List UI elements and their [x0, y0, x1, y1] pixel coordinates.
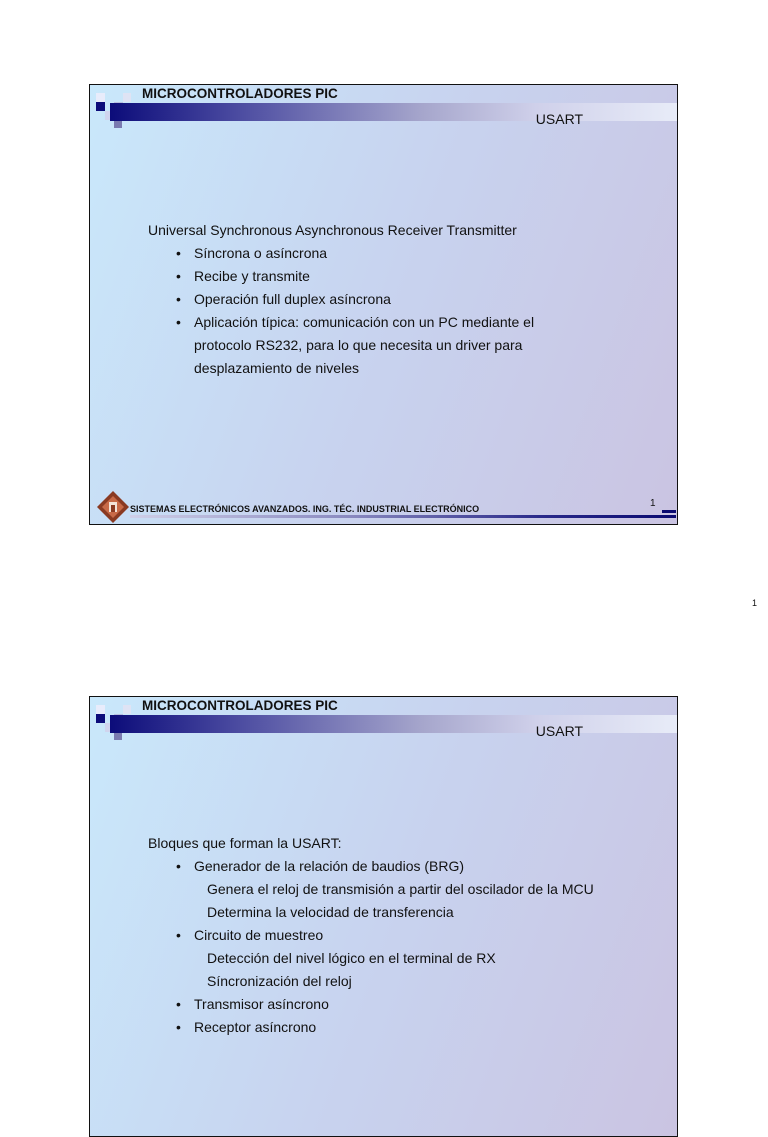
list-item: • Síncrona o asíncrona: [176, 245, 328, 261]
sub-item: Síncronización del reloj: [207, 973, 352, 989]
list-item: • Aplicación típica: comunicación con un PC mediante el: [176, 314, 535, 330]
list-item: • Operación full duplex asíncrona: [176, 291, 391, 307]
slide-1: [89, 84, 678, 525]
list-item: • Transmisor asíncrono: [176, 996, 329, 1012]
list-item: • Recibe y transmite: [176, 268, 310, 284]
slide-2: [89, 696, 678, 1137]
sub-item: Detección del nivel lógico en el terminal de RX: [207, 950, 496, 966]
slide-topic: USART: [535, 723, 583, 739]
slide-number: 1: [650, 498, 656, 509]
header-bar: [110, 715, 678, 733]
header-bar: [110, 103, 678, 121]
slide-footer: [90, 488, 677, 524]
slide-content: [148, 219, 534, 380]
slide-title: MICROCONTROLADORES PIC: [142, 698, 338, 713]
university-logo-icon: [96, 490, 130, 524]
list-item-continuation: desplazamiento de niveles: [194, 360, 359, 376]
list-item: • Circuito de muestreo: [176, 927, 324, 943]
list-item: • Generador de la relación de baudios (BRG): [176, 858, 465, 874]
footer-line: [130, 515, 676, 518]
slide-topic: USART: [535, 111, 583, 127]
bullet-list: [148, 242, 534, 380]
list-item: • Receptor asíncrono: [176, 1019, 317, 1035]
intro-text: Universal Synchronous Asynchronous Receiver Transmitter: [148, 222, 517, 238]
footer-end-mark: [662, 510, 676, 513]
bullet-list: [148, 855, 594, 1039]
sub-item: Determina la velocidad de transferencia: [207, 904, 454, 920]
intro-text: Bloques que forman la USART:: [148, 835, 342, 851]
footer-text: SISTEMAS ELECTRÓNICOS AVANZADOS. ING. TÉC. INDUSTRIAL ELECTRÓNICO: [130, 504, 480, 514]
slide-title: MICROCONTROLADORES PIC: [142, 86, 338, 101]
sub-item: Genera el reloj de transmisión a partir del oscilador de la MCU: [207, 881, 594, 897]
slide-content: [148, 832, 594, 1039]
list-item-continuation: protocolo RS232, para lo que necesita un driver para: [194, 337, 523, 353]
page-number: 1: [752, 598, 758, 608]
